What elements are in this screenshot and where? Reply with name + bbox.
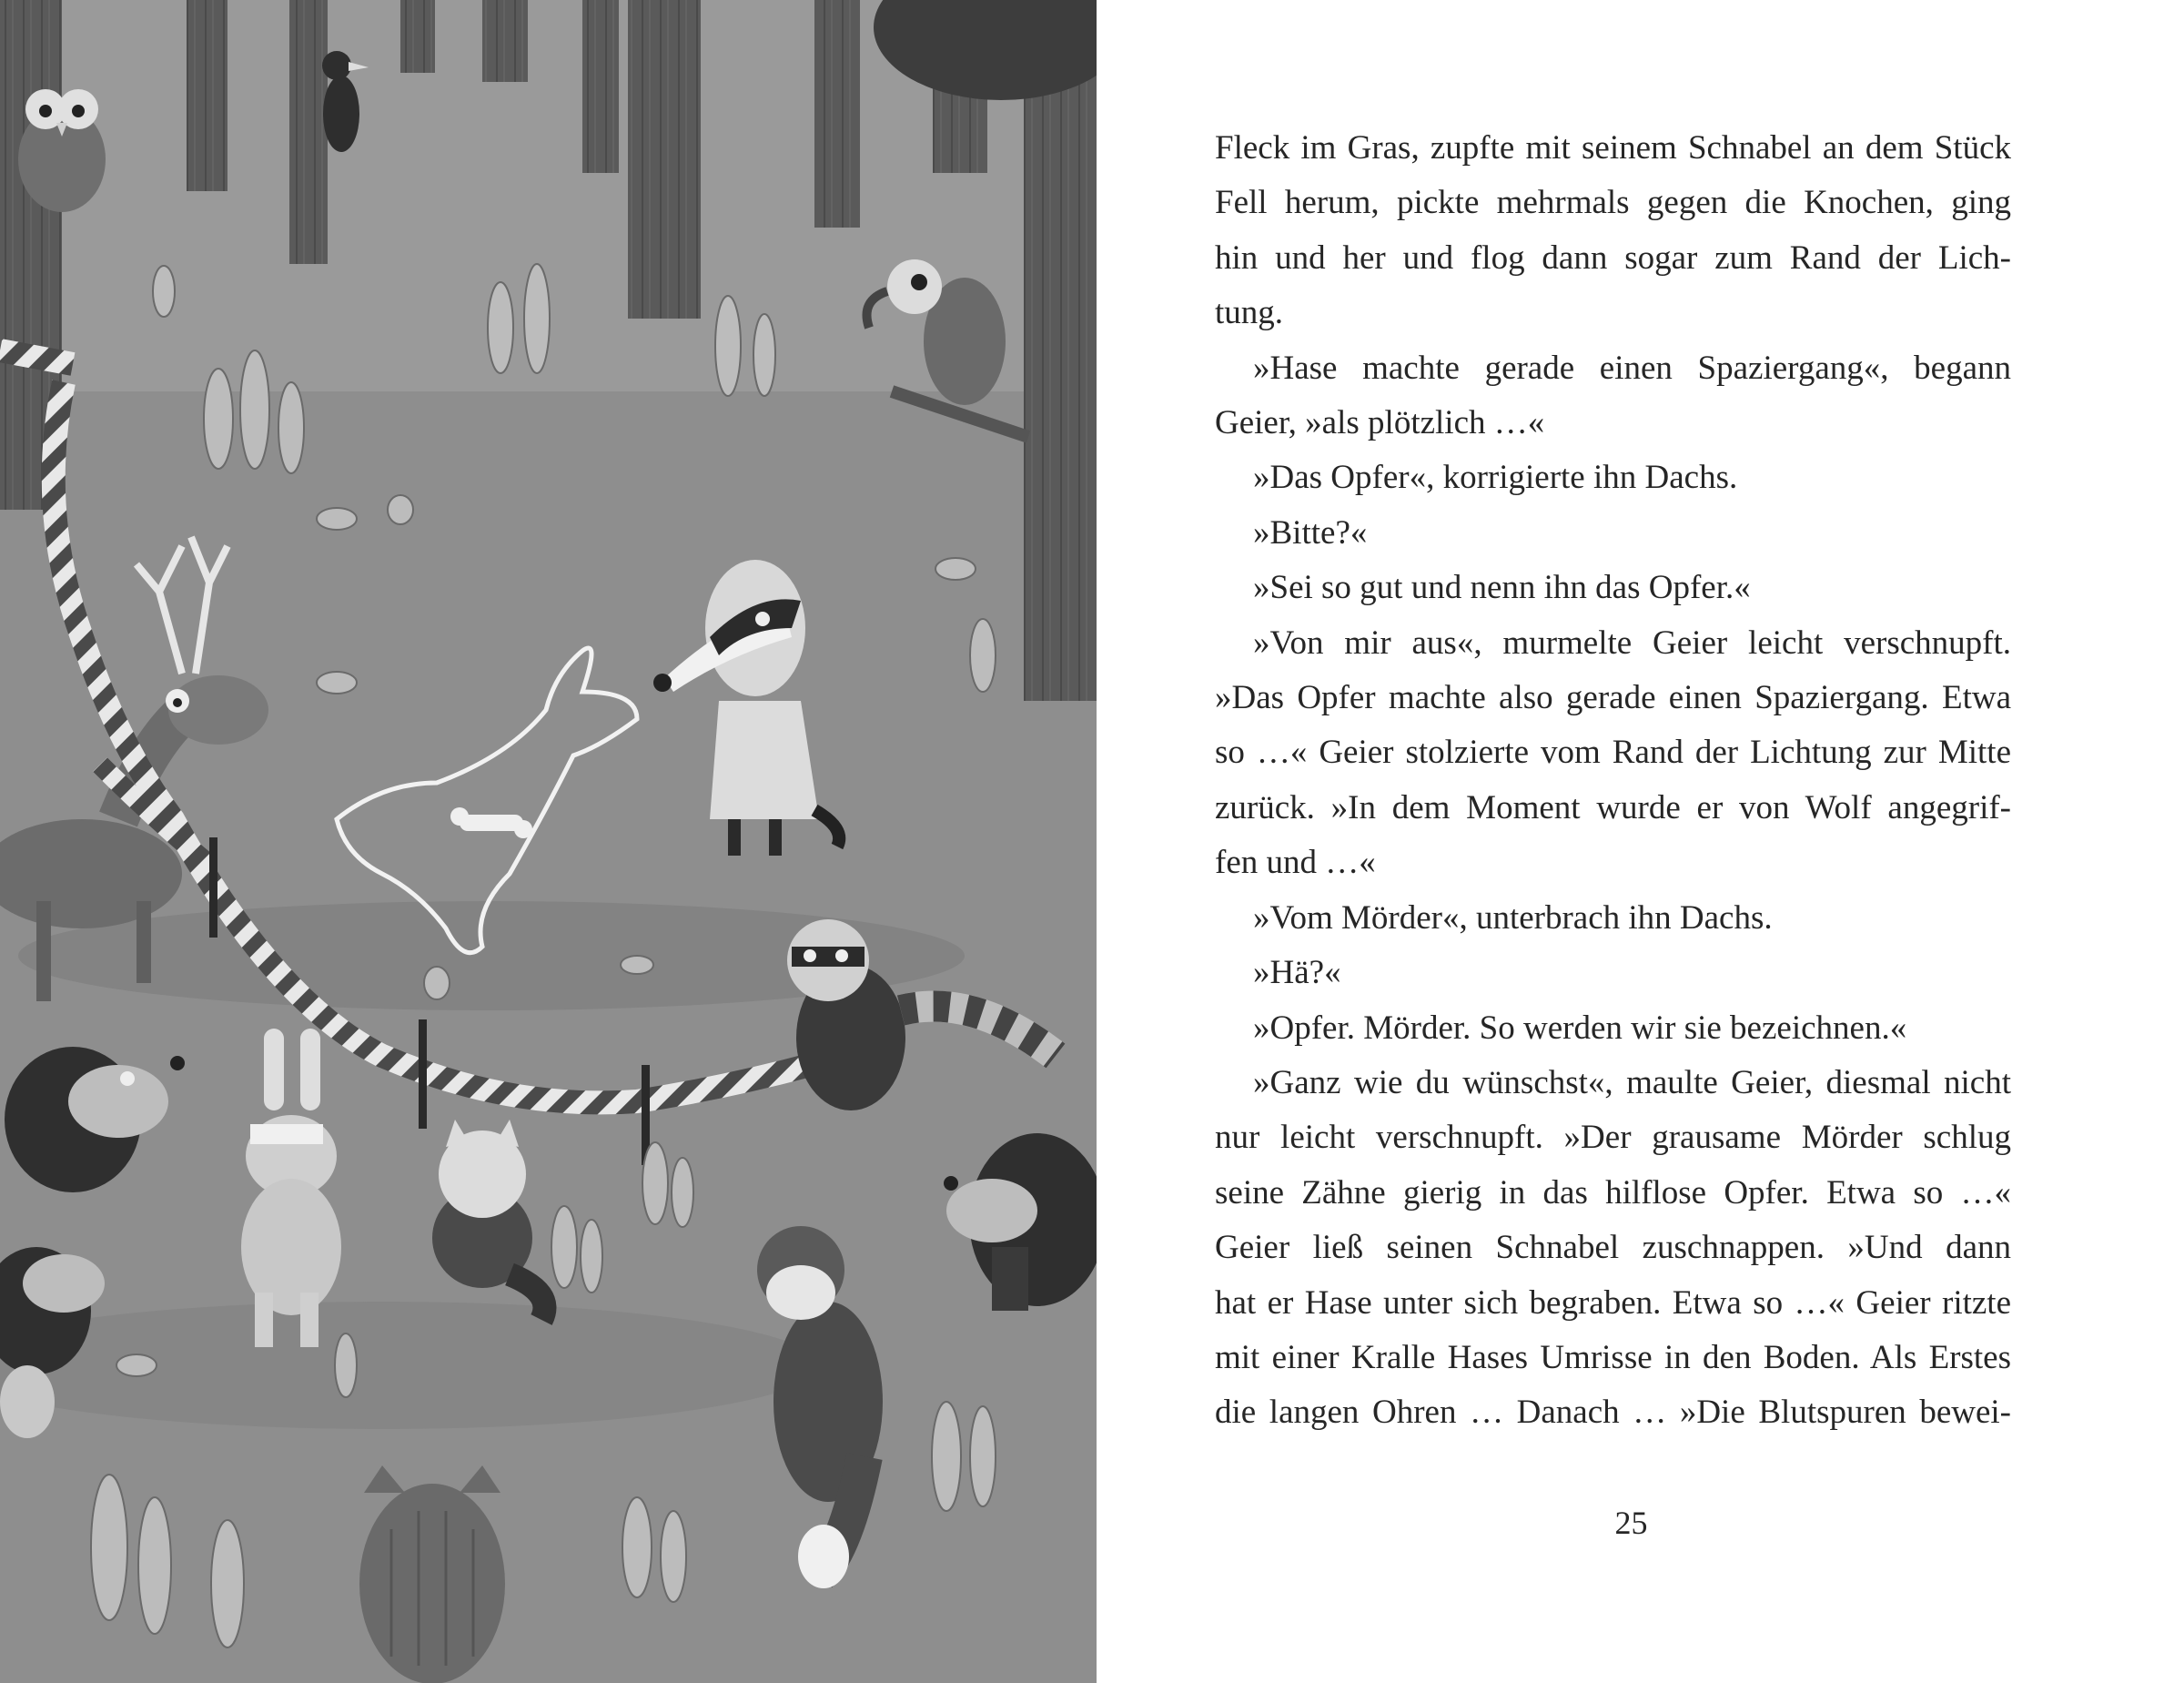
- text-line: Geier, »als plötzlich …«: [1215, 404, 1545, 442]
- text-line: »Opfer. Mörder. So werden wir sie bezeichnen.«: [1253, 1009, 1907, 1047]
- text-line: hin und her und flog dann sogar zum Rand der Lich-: [1215, 238, 2011, 277]
- text-line: Fell herum, pickte mehrmals gegen die Knochen, ging: [1215, 184, 2011, 222]
- text-line: »Hä?«: [1253, 954, 1341, 992]
- text-line: tung.: [1215, 294, 1284, 332]
- owl: [18, 89, 106, 212]
- body-text: [1215, 121, 2011, 1441]
- text-line: hat er Hase unter sich begraben. Etwa so …« Geier ritzte: [1215, 1283, 2011, 1322]
- text-line: »Hase machte gerade einen Spaziergang«, begann: [1253, 349, 2011, 387]
- text-line: seine Zähne gierig in das hilflose Opfer. Etwa so …«: [1215, 1173, 2011, 1212]
- text-line: »Vom Mörder«, unterbrach ihn Dachs.: [1253, 898, 1773, 937]
- text-line: Fleck im Gras, zupfte mit seinem Schnabel an dem Stück: [1215, 129, 2011, 167]
- text-line: fen und …«: [1215, 844, 1376, 882]
- text-line: mit einer Kralle Hases Umrisse in den Boden. Als Erstes: [1215, 1338, 2011, 1376]
- text-line: nur leicht verschnupft. »Der grausame Mörder schlug: [1215, 1119, 2011, 1157]
- text-line: so …« Geier stolzierte vom Rand der Lichtung zur Mitte: [1215, 734, 2011, 772]
- text-line: »Sei so gut und nenn ihn das Opfer.«: [1253, 569, 1751, 607]
- text-line: »Von mir aus«, murmelte Geier leicht verschnupft.: [1253, 624, 2011, 662]
- text-line: Geier ließ seinen Schnabel zuschnappen. »Und dann: [1215, 1229, 2011, 1267]
- text-page: [1097, 0, 2184, 1683]
- text-line: »Das Opfer«, korrigierte ihn Dachs.: [1253, 459, 1738, 497]
- text-line: »Das Opfer machte also gerade einen Spaziergang. Etwa: [1215, 679, 2011, 717]
- text-line: »Bitte?«: [1253, 513, 1368, 552]
- page-number: 25: [1614, 1505, 1648, 1541]
- text-line: die langen Ohren … Danach … »Die Blutspuren bewei-: [1215, 1394, 2011, 1432]
- text-line: zurück. »In dem Moment wurde er von Wolf angegrif-: [1215, 788, 2011, 826]
- text-line: »Ganz wie du wünschst«, maulte Geier, diesmal nicht: [1253, 1063, 2011, 1101]
